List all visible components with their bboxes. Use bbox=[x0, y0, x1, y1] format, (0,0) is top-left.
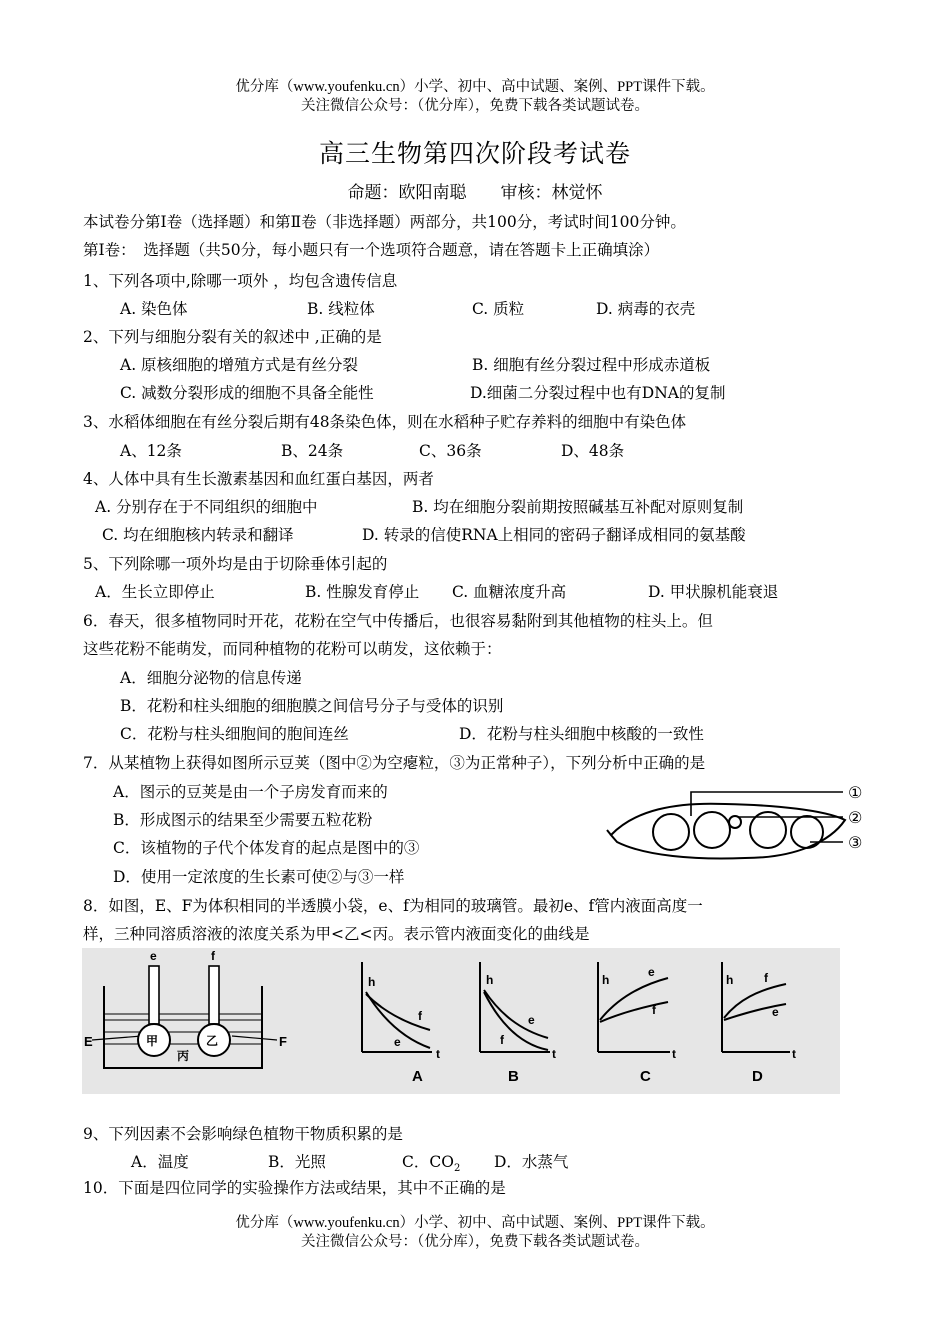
q9-option-c-subscript: 2 bbox=[453, 1163, 461, 1175]
q5-option-c: C. 血糖浓度升高 bbox=[452, 583, 567, 601]
curve-label-f-c: f bbox=[652, 1003, 656, 1017]
q5-option-d: D. 甲状腺机能衰退 bbox=[648, 583, 779, 601]
q4-option-d: D. 转录的信使RNA上相同的密码子翻译成相同的氨基酸 bbox=[362, 526, 746, 544]
q1-option-d: D. 病毒的衣壳 bbox=[596, 300, 696, 318]
axis-t-a: t bbox=[436, 1047, 440, 1061]
q5-stem: 5、下列除哪一项外均是由于切除垂体引起的 bbox=[83, 555, 388, 573]
axis-h-b: h bbox=[486, 973, 494, 987]
label-1: ① bbox=[848, 785, 863, 802]
q1-option-b: B. 线粒体 bbox=[307, 300, 375, 318]
tube-e-label: e bbox=[150, 949, 157, 963]
q6-option-d: D．花粉与柱头细胞中核酸的一致性 bbox=[459, 725, 704, 743]
q7-option-c: C．该植物的子代个体发育的起点是图中的③ bbox=[113, 839, 420, 857]
q7-option-b: B．形成图示的结果至少需要五粒花粉 bbox=[113, 811, 373, 829]
q1-stem: 1、下列各项中,除哪一项外 ，均包含遗传信息 bbox=[83, 272, 398, 290]
figure-background bbox=[82, 948, 840, 1094]
authors: 命题：欧阳南聪 审核：林觉怀 bbox=[347, 183, 603, 203]
q7-option-d: D．使用一定浓度的生长素可使②与③一样 bbox=[113, 868, 405, 886]
q10-stem: 10．下面是四位同学的实验操作方法或结果，其中不正确的是 bbox=[83, 1179, 506, 1197]
q8-stem-line-1: 8．如图，E、F为体积相同的半透膜小袋，e、f为相同的玻璃管。最初e、f管内液面高度一 bbox=[83, 897, 703, 915]
graph-label-b: B bbox=[508, 1068, 519, 1085]
curve-label-e-d: e bbox=[772, 1005, 779, 1019]
q3-option-a: A、12条 bbox=[120, 442, 182, 460]
q9-option-b: B．光照 bbox=[268, 1153, 326, 1171]
q9-option-c-text: C．CO bbox=[402, 1153, 454, 1171]
pea-pod-outline bbox=[611, 804, 845, 859]
graph-label-d: D bbox=[752, 1068, 763, 1085]
axis-t-c: t bbox=[672, 1047, 676, 1061]
solution-yi: 乙 bbox=[206, 1034, 219, 1048]
pod-stalk bbox=[607, 830, 611, 835]
q4-option-b: B. 均在细胞分裂前期按照碱基互补配对原则复制 bbox=[412, 498, 744, 516]
pea-pod-figure bbox=[605, 780, 870, 875]
seed-2 bbox=[694, 812, 730, 848]
q6-option-a: A．细胞分泌物的信息传递 bbox=[120, 669, 302, 687]
page-title: 高三生物第四次阶段考试卷 bbox=[318, 139, 631, 168]
q4-option-a: A. 分别存在于不同组织的细胞中 bbox=[95, 498, 318, 516]
q4-option-c: C. 均在细胞核内转录和翻译 bbox=[102, 526, 294, 544]
section-1-heading: 第Ⅰ卷： 选择题（共50分，每小题只有一个选项符合题意，请在答题卡上正确填涂） bbox=[83, 241, 660, 259]
q5-option-b: B. 性腺发育停止 bbox=[305, 583, 420, 601]
label-3: ③ bbox=[848, 835, 863, 852]
solution-jia: 甲 bbox=[146, 1034, 159, 1048]
q2-option-d: D.细菌二分裂过程中也有DNA的复制 bbox=[470, 384, 726, 402]
axis-t-d: t bbox=[792, 1047, 796, 1061]
q3-stem: 3、水稻体细胞在有丝分裂后期有48条染色体，则在水稻种子贮存养料的细胞中有染色体 bbox=[83, 413, 687, 431]
q6-option-c: C．花粉与柱头细胞间的胞间连丝 bbox=[120, 725, 349, 743]
header-line-2: 关注微信公众号：（优分库），免费下载各类试题试卷。 bbox=[301, 98, 649, 114]
q2-option-c: C. 减数分裂形成的细胞不具备全能性 bbox=[120, 384, 374, 402]
curve-label-e-c: e bbox=[648, 965, 655, 979]
q3-option-b: B、24条 bbox=[281, 442, 344, 460]
graph-label-c: C bbox=[640, 1068, 651, 1085]
solution-bing: 丙 bbox=[177, 1049, 190, 1063]
curve-label-e-a: e bbox=[394, 1035, 401, 1049]
q9-option-d: D．水蒸气 bbox=[494, 1153, 569, 1171]
q6-option-b: B．花粉和柱头细胞的细胞膜之间信号分子与受体的识别 bbox=[120, 697, 504, 715]
q5-option-a: A．生长立即停止 bbox=[95, 583, 215, 601]
axis-h-d: h bbox=[726, 973, 734, 987]
intro: 本试卷分第Ⅰ卷（选择题）和第Ⅱ卷（非选择题）两部分，共100分，考试时间100分钟。 bbox=[83, 213, 686, 231]
q2-stem: 2、下列与细胞分裂有关的叙述中 ,正确的是 bbox=[83, 328, 382, 346]
label-E: E bbox=[84, 1034, 93, 1049]
q1-option-c: C. 质粒 bbox=[472, 300, 525, 318]
footer-line-2: 关注微信公众号：（优分库），免费下载各类试题试卷。 bbox=[301, 1234, 649, 1250]
curve-label-f-b: f bbox=[500, 1033, 504, 1047]
tube-f-label: f bbox=[211, 949, 215, 963]
curve-label-e-b: e bbox=[528, 1013, 535, 1027]
osmosis-figure bbox=[82, 948, 840, 1094]
seed-1 bbox=[653, 814, 689, 850]
q9-option-a: A．温度 bbox=[131, 1153, 189, 1171]
q7-option-a: A．图示的豆荚是由一个子房发育而来的 bbox=[113, 783, 388, 801]
q4-stem: 4、人体中具有生长激素基因和血红蛋白基因，两者 bbox=[83, 470, 434, 488]
seed-4 bbox=[791, 816, 823, 848]
q3-option-d: D、48条 bbox=[561, 442, 625, 460]
label-2: ② bbox=[848, 810, 863, 827]
q2-option-a: A. 原核细胞的增殖方式是有丝分裂 bbox=[120, 356, 359, 374]
q9-stem: 9、下列因素不会影响绿色植物干物质积累的是 bbox=[83, 1125, 403, 1143]
q1-option-a: A. 染色体 bbox=[120, 300, 188, 318]
curve-label-f-a: f bbox=[418, 1009, 422, 1023]
q2-option-b: B. 细胞有丝分裂过程中形成赤道板 bbox=[472, 356, 711, 374]
axis-h-c: h bbox=[602, 973, 610, 987]
q6-stem-line-2: 这些花粉不能萌发，而同种植物的花粉可以萌发，这依赖于： bbox=[83, 640, 502, 658]
q9-option-c bbox=[402, 1152, 460, 1179]
q7-stem: 7．从某植物上获得如图所示豆荚（图中②为空瘪粒，③为正常种子），下列分析中正确的是 bbox=[83, 754, 706, 772]
axis-h-a: h bbox=[368, 975, 376, 989]
header-line-1: 优分库（www.youfenku.cn）小学、初中、高中试题、案例、PPT课件下载。 bbox=[235, 79, 715, 95]
graph-label-a: A bbox=[412, 1068, 423, 1085]
tube-f bbox=[209, 966, 219, 1024]
footer-line-1: 优分库（www.youfenku.cn）小学、初中、高中试题、案例、PPT课件下载。 bbox=[235, 1215, 715, 1231]
tube-e bbox=[149, 966, 159, 1024]
label-F: F bbox=[279, 1034, 287, 1049]
q6-stem-line-1: 6．春天，很多植物同时开花，花粉在空气中传播后，也很容易黏附到其他植物的柱头上。但 bbox=[83, 612, 713, 630]
axis-t-b: t bbox=[552, 1047, 556, 1061]
q3-option-c: C、36条 bbox=[419, 442, 482, 460]
q8-stem-line-2: 样，三种同溶质溶液的浓度关系为甲<乙<丙。表示管内液面变化的曲线是 bbox=[83, 925, 590, 943]
curve-label-f-d: f bbox=[764, 971, 768, 985]
